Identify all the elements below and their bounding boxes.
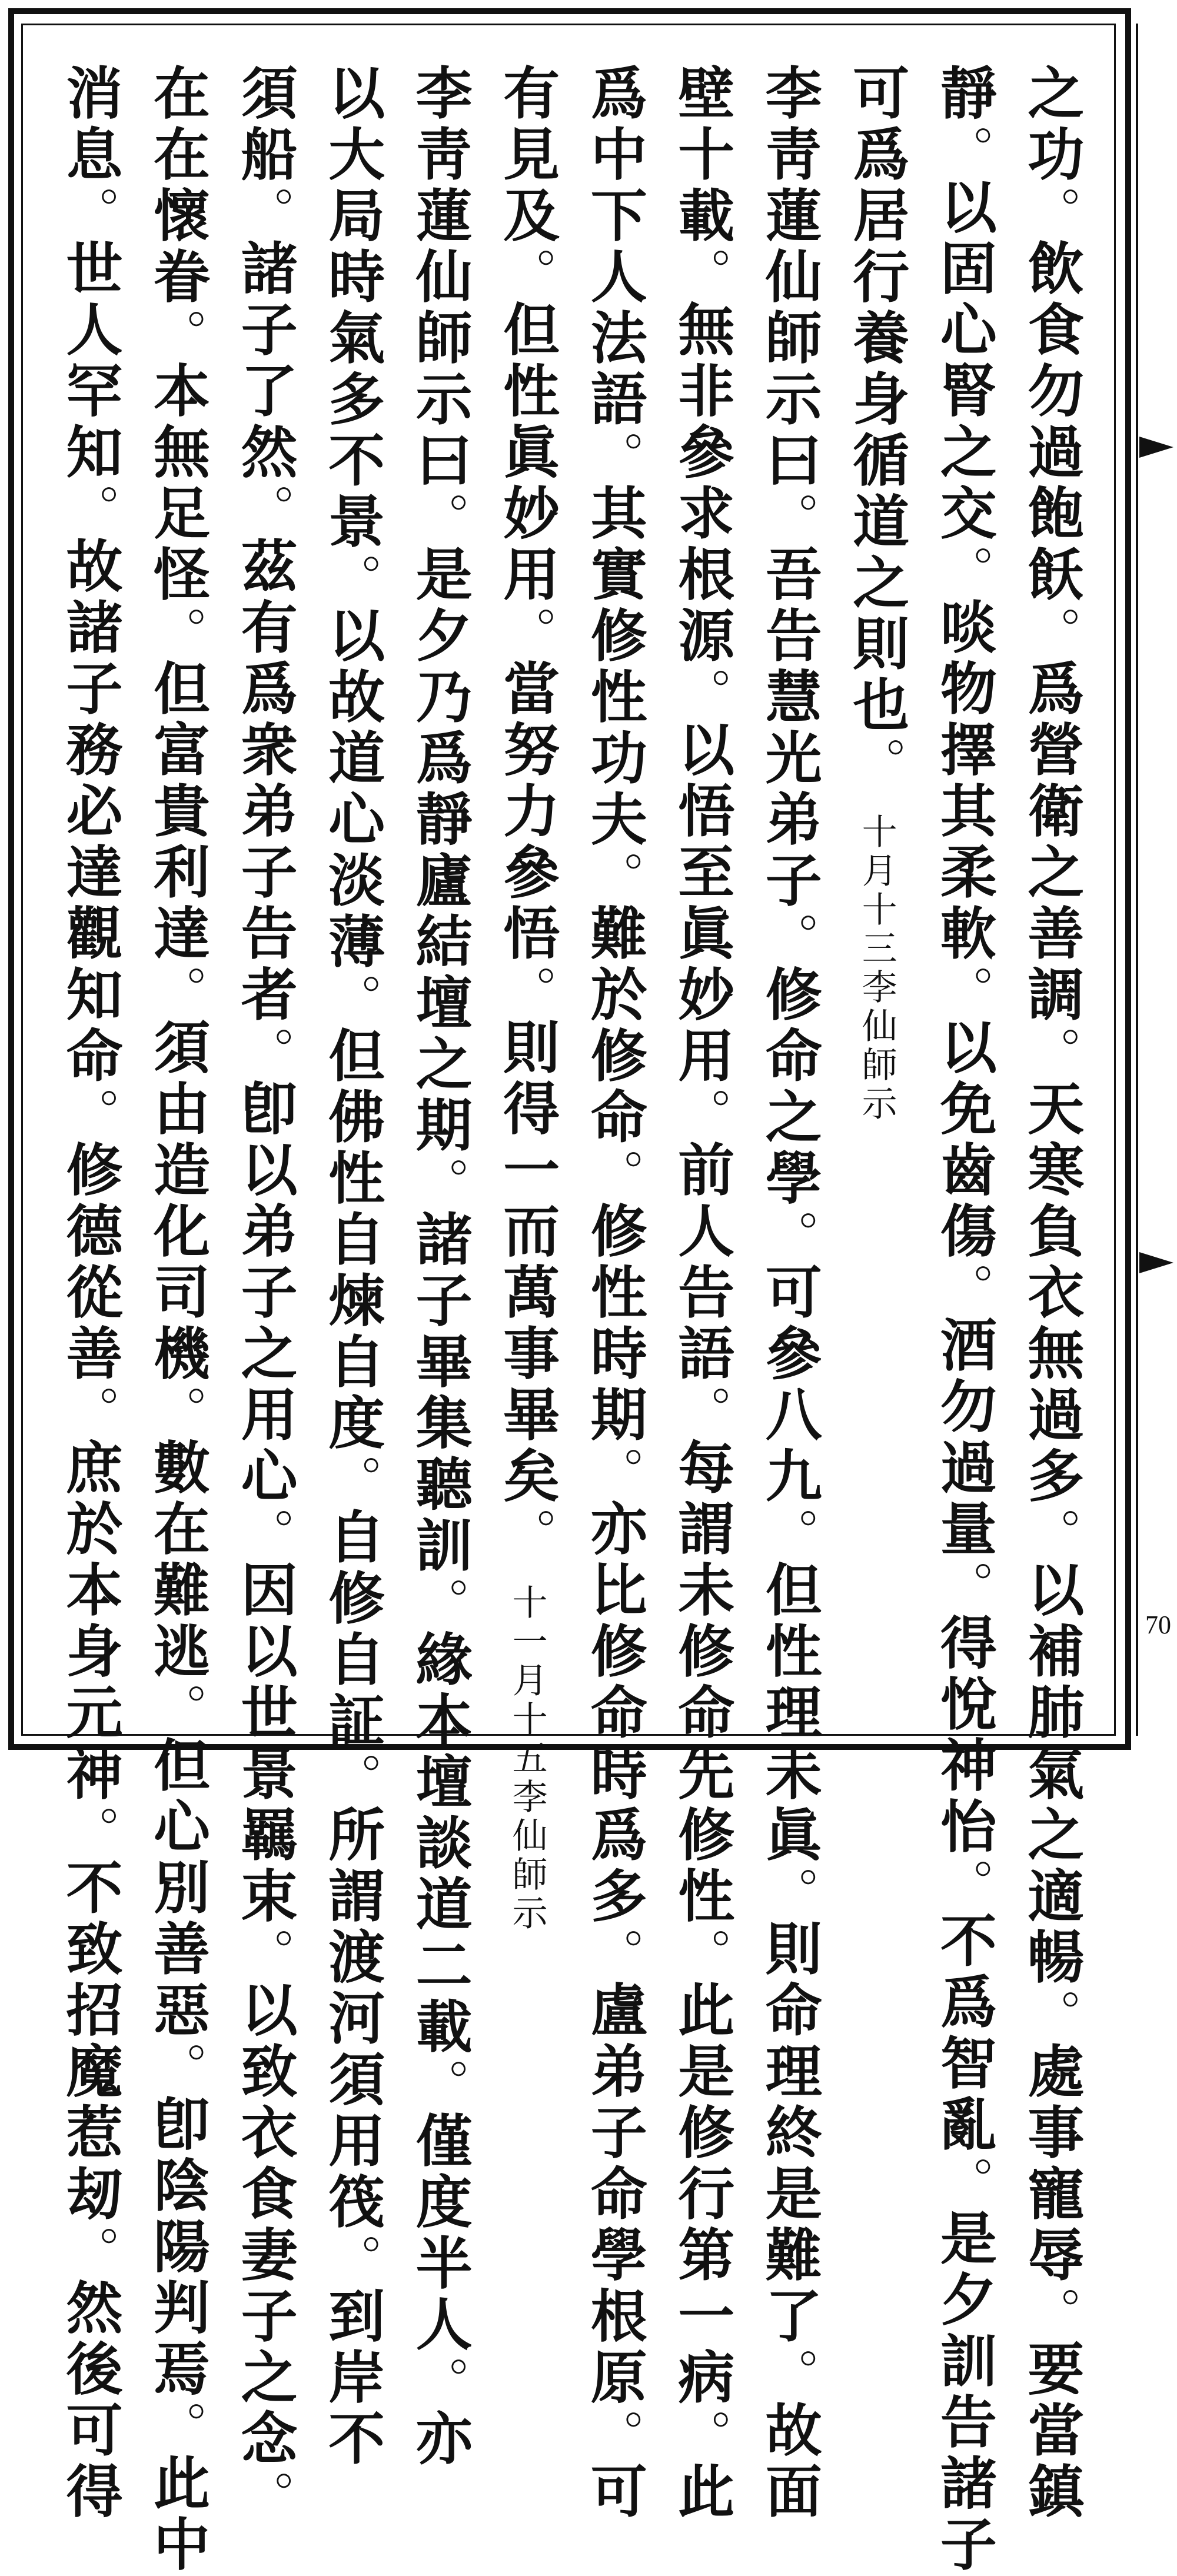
text-column	[752, 64, 826, 2523]
column-text: 可爲居行養身循道之則也。	[843, 64, 910, 790]
column-text: 以大局時氣多不景。以故道心淡薄。但佛性自煉自度。自修自証。所謂渡河須用筏。到岸不	[319, 64, 386, 2470]
column-text: 消息。世人罕知。故諸子務必達觀知命。修德從善。庶於本身元神。不致招魔惹刼。然後可得	[57, 64, 124, 2523]
column-text: 在在懷眷。本無足怪。但富貴利達。須由造化司機。數在難逃。但心別善惡。卽陰陽判焉。此中	[144, 64, 211, 2576]
column-text: 之功。飲食勿過飽飫。爲營衛之善調。天寒負衣無過多。以補肺氣之適暢。處事寵辱。要當鎮	[1018, 64, 1085, 2523]
column-text: 有見及。但性眞妙用。當努力參悟。則得一而萬事畢矣。	[494, 64, 561, 1560]
text-column	[665, 64, 739, 2523]
column-text: 須船。諸子了然。茲有爲衆弟子告者。卽以弟子之用心。因以世景羈束。以致衣食妻子之念。	[232, 64, 299, 2523]
text-column	[403, 64, 477, 2470]
column-text: 爲中下人法語。其實修性功夫。難於修命。修性時期。亦比修命時爲多。盧弟子命學根原。可	[581, 64, 649, 2523]
column-text: 靜。以固心腎之交。啖物擇其柔軟。以免齒傷。酒勿過量。得悅神怡。不爲智亂。是夕訓告諸子	[931, 64, 998, 2576]
text-column	[228, 64, 302, 2523]
date-note: 十一月十五李仙師示	[506, 1584, 548, 1933]
text-column	[53, 64, 127, 2523]
column-text: 李靑蓮仙師示曰。吾告慧光弟子。修命之學。可參八九。但性理未眞。則命理終是難了。故面	[756, 64, 823, 2523]
column-text: 李靑蓮仙師示曰。是夕乃爲靜廬結壇之期。諸子畢集聽訓。緣本壇談道二載。僅度半人。亦	[407, 64, 474, 2470]
text-column	[1015, 64, 1089, 2523]
margin-arrow-icon	[1139, 1252, 1173, 1273]
text-column	[315, 64, 390, 2470]
text-column	[840, 64, 914, 1711]
text-column	[141, 64, 215, 2576]
page-number: 70	[1145, 1610, 1171, 1639]
text-column	[927, 64, 1001, 2576]
margin-arrow-icon	[1139, 437, 1173, 458]
text-columns	[53, 64, 1089, 2576]
text-column	[577, 64, 651, 2523]
margin-rule	[1136, 24, 1138, 1736]
text-column	[490, 64, 564, 1933]
column-text: 壁十載。無非參求根源。以悟至眞妙用。前人告語。每謂未修命先修性。此是修行第一病。此	[669, 64, 736, 2523]
date-note: 十月十三李仙師示	[856, 813, 897, 1124]
